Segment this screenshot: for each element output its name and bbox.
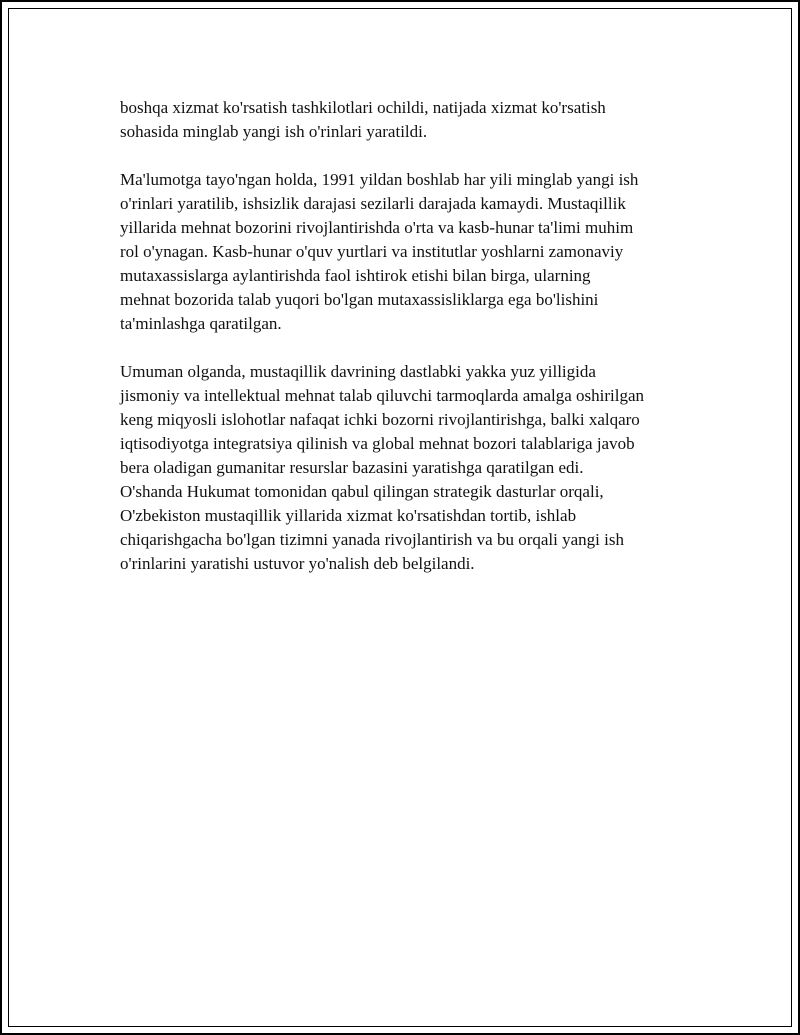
- paragraph-3: Umuman olganda, mustaqillik davrining dastlabki yakka yuz yilligida jismoniy va intellektual mehnat talab qiluvchi tarmoqlarda amalga oshirilgan keng miqyosli islohotlar nafaqat ichki bozorni rivojlantirishga, balki xalqaro iqtisodiyotga integratsiya qilinish va global mehnat bozori talablariga javob bera oladigan gumanitar resurslar bazasini yaratishga qaratilgan edi. O'shanda Hukumat tomonidan qabul qilingan strategik dasturlar orqali, O'zbekiston mustaqillik yillarida xizmat ko'rsatishdan tortib, ishlab chiqarishgacha bo'lgan tizimni yanada rivojlantirish va bu orqali yangi ish o'rinlarini yaratishi ustuvor yo'nalish deb belgilandi.: [120, 362, 645, 573]
- document-body: [120, 96, 710, 600]
- paragraph-1: boshqa xizmat ko'rsatish tashkilotlari ochildi, natijada xizmat ko'rsatish sohasida minglab yangi ish o'rinlari yaratildi.: [120, 98, 606, 141]
- paragraph-2: Ma'lumotga tayo'ngan holda, 1991 yildan boshlab har yili minglab yangi ish o'rinlari yaratilib, ishsizlik darajasi sezilarli darajada kamaydi. Mustaqillik yillarida mehnat bozorini rivojlantirishda o'rta va kasb-hunar ta'limi muhim rol o'ynagan. Kasb-hunar o'quv yurtlari va institutlar yoshlarni zamonaviy mutaxassislarga aylantirishda faol ishtirok etishi bilan birga, ularning mehnat bozorida talab yuqori bo'lgan mutaxassisliklarga ega bo'lishini ta'minlashga qaratilgan.: [120, 170, 639, 333]
